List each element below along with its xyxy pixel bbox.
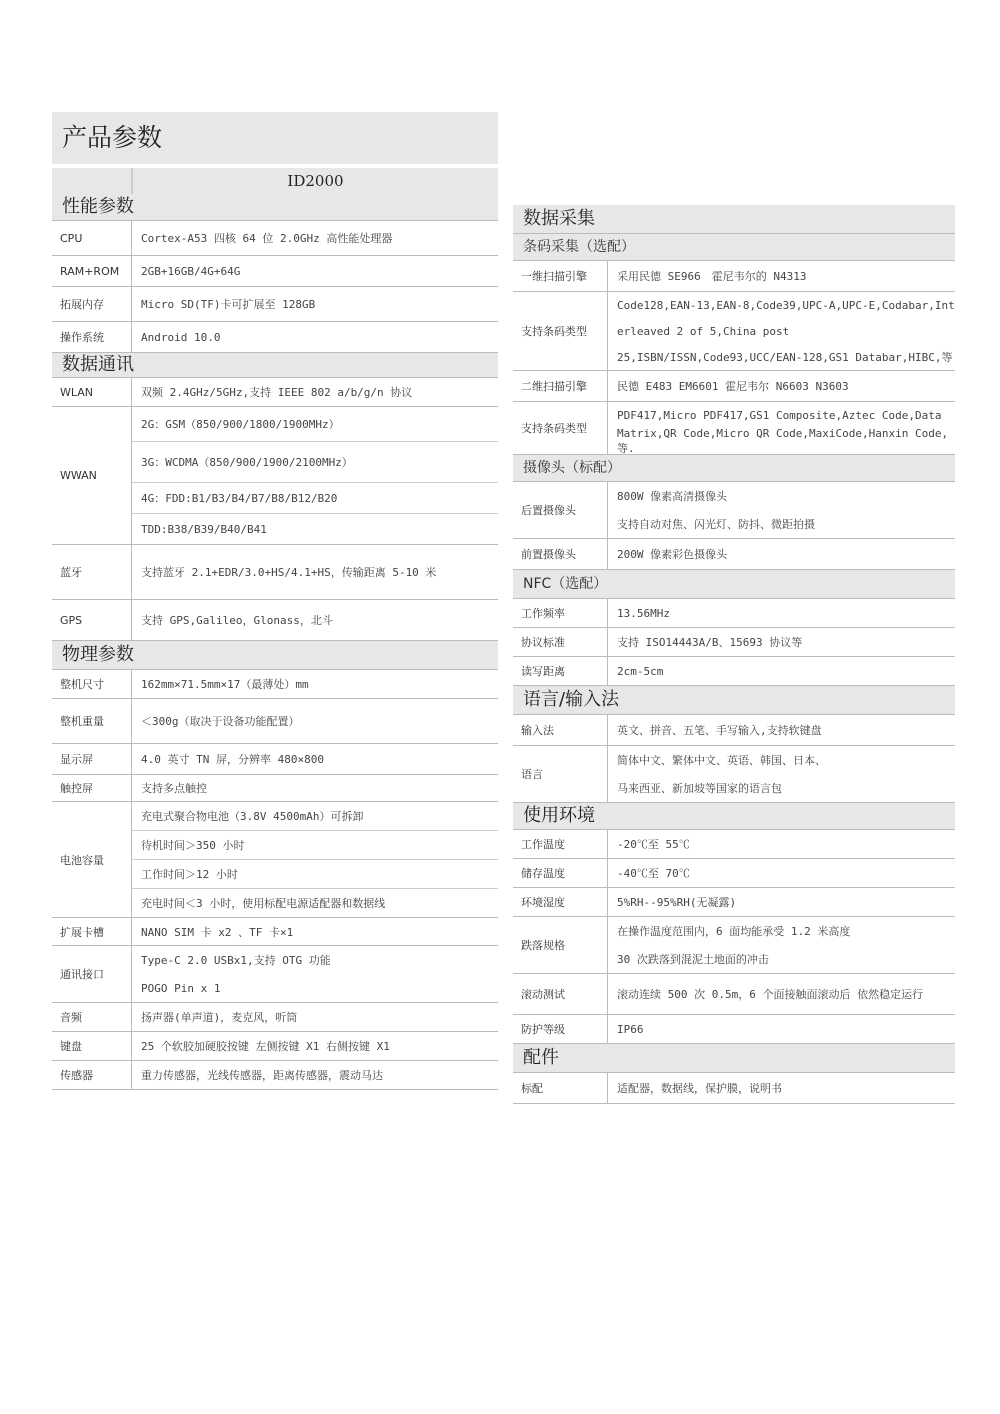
row-label: 工作频率 [513, 599, 608, 627]
value-line: erleaved 2 of 5,China post [617, 324, 790, 338]
table-row [513, 830, 955, 859]
row-label: 整机重量 [52, 699, 132, 743]
value-line: 2G：GSM（850/900/1800/1900MHz） [141, 418, 340, 431]
row-value [132, 1032, 498, 1060]
value-line: 800W 像素高清摄像头 [617, 490, 728, 503]
row-value [608, 261, 955, 291]
table-row [52, 1032, 498, 1061]
left-column [52, 112, 498, 1090]
value-line: Type-C 2.0 USBx1,支持 OTG 功能 [141, 954, 331, 967]
row-label: 防护等级 [513, 1015, 608, 1043]
row-value [132, 775, 498, 801]
value-line: ＜300g（取决于设备功能配置） [141, 715, 300, 728]
value-line: 支持 ISO14443A/B、15693 协议等 [617, 636, 803, 649]
value-line: NANO SIM 卡 x2 、TF 卡×1 [141, 925, 294, 939]
row-label: 支持条码类型 [513, 402, 608, 454]
table-row [513, 715, 955, 746]
row-value [608, 746, 955, 802]
value-line: 4.0 英寸 TN 屏，分辨率 480×800 [141, 753, 324, 766]
row-label: 音频 [52, 1003, 132, 1031]
lang-header: 语言/输入法 [513, 686, 955, 715]
row-value [132, 670, 498, 698]
row-label: CPU [52, 221, 132, 255]
row-label: 二维扫描引擎 [513, 371, 608, 401]
table-row [513, 539, 955, 570]
row-label: 触控屏 [52, 775, 132, 801]
row-label: 协议标准 [513, 628, 608, 656]
row-value [132, 378, 498, 406]
page-title: 产品参数 [52, 112, 498, 164]
row-value [132, 1003, 498, 1031]
row-value [132, 287, 498, 321]
row-value [608, 657, 955, 685]
acc-header: 配件 [513, 1044, 955, 1073]
value-line: PDF417,Micro PDF417,GS1 Composite,Aztec Code,Data [617, 408, 942, 422]
row-value [132, 256, 498, 286]
row-value [132, 744, 498, 774]
row-value [608, 1073, 955, 1103]
value-line: 25 个软胶加硬胶按键 左侧按键 X1 右侧按键 X1 [141, 1040, 390, 1053]
row-label: 读写距离 [513, 657, 608, 685]
table-row [52, 322, 498, 353]
row-label: WWAN [52, 407, 132, 544]
value-line: 13.56MHz [617, 606, 670, 620]
table-row [513, 261, 955, 292]
value-line: 充电时间＜3 小时，使用标配电源适配器和数据线 [132, 888, 498, 917]
table-row [52, 946, 498, 1003]
value-line: 马来西亚、新加坡等国家的语言包 [617, 782, 782, 795]
row-label: 键盘 [52, 1032, 132, 1060]
row-label: 标配 [513, 1073, 608, 1103]
table-row [52, 775, 498, 802]
value-line: POGO Pin x 1 [141, 981, 221, 995]
row-value [608, 539, 955, 569]
value-line: 在操作温度范围内，6 面均能承受 1.2 米高度 [617, 925, 851, 938]
row-value [608, 371, 955, 401]
camera-section [513, 455, 955, 570]
row-value [608, 974, 955, 1014]
row-value [608, 859, 955, 887]
env-section [513, 803, 955, 1044]
row-value [132, 802, 498, 917]
row-label: RAM+ROM [52, 256, 132, 286]
lang-section [513, 686, 955, 803]
table-row [52, 545, 498, 600]
row-value [608, 917, 955, 973]
row-label: 后置摄像头 [513, 482, 608, 538]
comm-header: 数据通讯 [52, 353, 498, 378]
value-line: 双频 2.4GHz/5GHz,支持 IEEE 802 a/b/g/n 协议 [141, 386, 413, 399]
table-row [513, 974, 955, 1015]
row-label: 显示屏 [52, 744, 132, 774]
row-value [608, 1015, 955, 1043]
table-row [52, 256, 498, 287]
table-row [513, 292, 955, 371]
row-value [608, 830, 955, 858]
row-label: 工作温度 [513, 830, 608, 858]
table-row [52, 802, 498, 918]
value-line: 工作时间＞12 小时 [132, 859, 498, 888]
row-value [608, 599, 955, 627]
row-value [132, 545, 498, 599]
value-line: 162mm×71.5mm×17（最薄处）mm [141, 678, 309, 691]
table-row [52, 600, 498, 641]
value-line: 适配器，数据线，保护膜，说明书 [617, 1082, 782, 1095]
row-label: 整机尺寸 [52, 670, 132, 698]
table-row [52, 918, 498, 946]
phys-section [52, 641, 498, 1090]
row-label: 通讯接口 [52, 946, 132, 1002]
row-label: 环境湿度 [513, 888, 608, 916]
acc-section [513, 1044, 955, 1104]
value-line: Android 10.0 [141, 330, 221, 344]
value-line: 3G：WCDMA（850/900/1900/2100MHz） [132, 441, 498, 482]
value-line: 4G：FDD:B1/B3/B4/B7/B8/B12/B20 [132, 482, 498, 513]
table-row [513, 1015, 955, 1044]
value-line: 支持蓝牙 2.1+EDR/3.0+HS/4.1+HS，传输距离 5-10 米 [141, 566, 437, 579]
row-label: 输入法 [513, 715, 608, 745]
table-row [52, 1061, 498, 1090]
table-row [52, 287, 498, 322]
row-label: 操作系统 [52, 322, 132, 352]
row-value [132, 407, 498, 544]
row-label: 电池容量 [52, 802, 132, 917]
row-value [132, 600, 498, 640]
nfc-section [513, 570, 955, 686]
table-row [52, 407, 498, 545]
row-label: 传感器 [52, 1061, 132, 1089]
row-value [608, 402, 955, 454]
table-row [513, 888, 955, 917]
row-label: 扩展卡槽 [52, 918, 132, 945]
table-row [513, 599, 955, 628]
value-line: 待机时间＞350 小时 [132, 830, 498, 859]
model-name: ID2000 [287, 172, 344, 190]
camera-header: 摄像头（标配） [513, 455, 955, 482]
row-label: GPS [52, 600, 132, 640]
row-value [132, 221, 498, 255]
barcode-header: 条码采集（选配） [513, 234, 955, 261]
right-column [513, 205, 955, 1104]
table-row [52, 378, 498, 407]
phys-header: 物理参数 [52, 641, 498, 670]
value-line: 5%RH--95%RH(无凝露) [617, 896, 737, 909]
value-line: 扬声器(单声道)，麦克风，听筒 [141, 1011, 298, 1024]
data-collection-header: 数据采集 [513, 205, 955, 234]
table-row [52, 1003, 498, 1032]
row-value [608, 888, 955, 916]
env-header: 使用环境 [513, 803, 955, 830]
value-line: 25,ISBN/ISSN,Code93,UCC/EAN-128,GS1 Databar,HIBC,等 [617, 351, 953, 364]
value-line: 2GB+16GB/4G+64G [141, 264, 241, 278]
value-line: 民德 E483 EM6601 霍尼韦尔 N6603 N3603 [617, 380, 849, 393]
value-line: 滚动连续 500 次 0.5m，6 个面接触面滚动后 依然稳定运行 [617, 988, 924, 1001]
row-label: 拓展内存 [52, 287, 132, 321]
value-line: -40℃至 70℃ [617, 867, 690, 880]
table-row [513, 628, 955, 657]
value-line: Micro SD(TF)卡可扩展至 128GB [141, 298, 316, 311]
value-line: 2cm-5cm [617, 664, 664, 678]
value-line: 充电式聚合物电池（3.8V 4500mAh）可拆卸 [141, 810, 364, 823]
row-value [132, 918, 498, 945]
value-line: 英文、拼音、五笔、手写输入,支持软键盘 [617, 724, 822, 737]
row-label: WLAN [52, 378, 132, 406]
table-row [513, 917, 955, 974]
value-line: Code128,EAN-13,EAN-8,Code39,UPC-A,UPC-E,Codabar,Int [617, 298, 955, 312]
table-row [52, 221, 498, 256]
row-value [132, 699, 498, 743]
row-label: 一维扫描引擎 [513, 261, 608, 291]
row-value [608, 292, 955, 370]
value-line: 支持多点触控 [141, 782, 207, 795]
row-value [608, 482, 955, 538]
value-line: 重力传感器，光线传感器，距离传感器，震动马达 [141, 1069, 383, 1082]
value-line: 支持自动对焦、闪光灯、防抖、微距拍摄 [617, 518, 815, 531]
perf-header: 性能参数 [52, 194, 498, 221]
row-value [132, 946, 498, 1002]
table-row [513, 371, 955, 402]
value-line: IP66 [617, 1022, 644, 1036]
row-value [132, 1061, 498, 1089]
value-line: 支持 GPS,Galileo，Glonass，北斗 [141, 614, 333, 627]
value-line: 30 次跌落到混泥土地面的冲击 [617, 953, 769, 966]
table-row [52, 699, 498, 744]
row-label: 语言 [513, 746, 608, 802]
nfc-header: NFC（选配） [513, 570, 955, 599]
row-label: 蓝牙 [52, 545, 132, 599]
table-row [52, 670, 498, 699]
table-row [513, 746, 955, 803]
row-label: 储存温度 [513, 859, 608, 887]
value-line: Matrix,QR Code,Micro QR Code,MaxiCode,Hanxin Code,等. [617, 426, 949, 455]
table-row [513, 482, 955, 539]
table-row [513, 859, 955, 888]
row-value [132, 322, 498, 352]
table-row [513, 657, 955, 686]
comm-section [52, 353, 498, 641]
model-label-cell [52, 168, 133, 194]
model-row [52, 168, 498, 194]
row-label: 滚动测试 [513, 974, 608, 1014]
value-line: 简体中文、繁体中文、英语、韩国、日本、 [617, 754, 826, 767]
value-line: 采用民德 SE966 霍尼韦尔的 N4313 [617, 270, 807, 283]
value-line: Cortex-A53 四核 64 位 2.0GHz 高性能处理器 [141, 232, 393, 245]
table-row [513, 1073, 955, 1104]
table-row [52, 744, 498, 775]
row-label: 支持条码类型 [513, 292, 608, 370]
value-line: -20℃至 55℃ [617, 838, 690, 851]
value-line: TDD:B38/B39/B40/B41 [132, 513, 498, 544]
row-value [608, 628, 955, 656]
row-value [608, 715, 955, 745]
row-label: 前置摄像头 [513, 539, 608, 569]
value-line: 200W 像素彩色摄像头 [617, 548, 728, 561]
table-row [513, 402, 955, 455]
barcode-section [513, 234, 955, 455]
row-label: 跌落规格 [513, 917, 608, 973]
perf-section [52, 194, 498, 353]
